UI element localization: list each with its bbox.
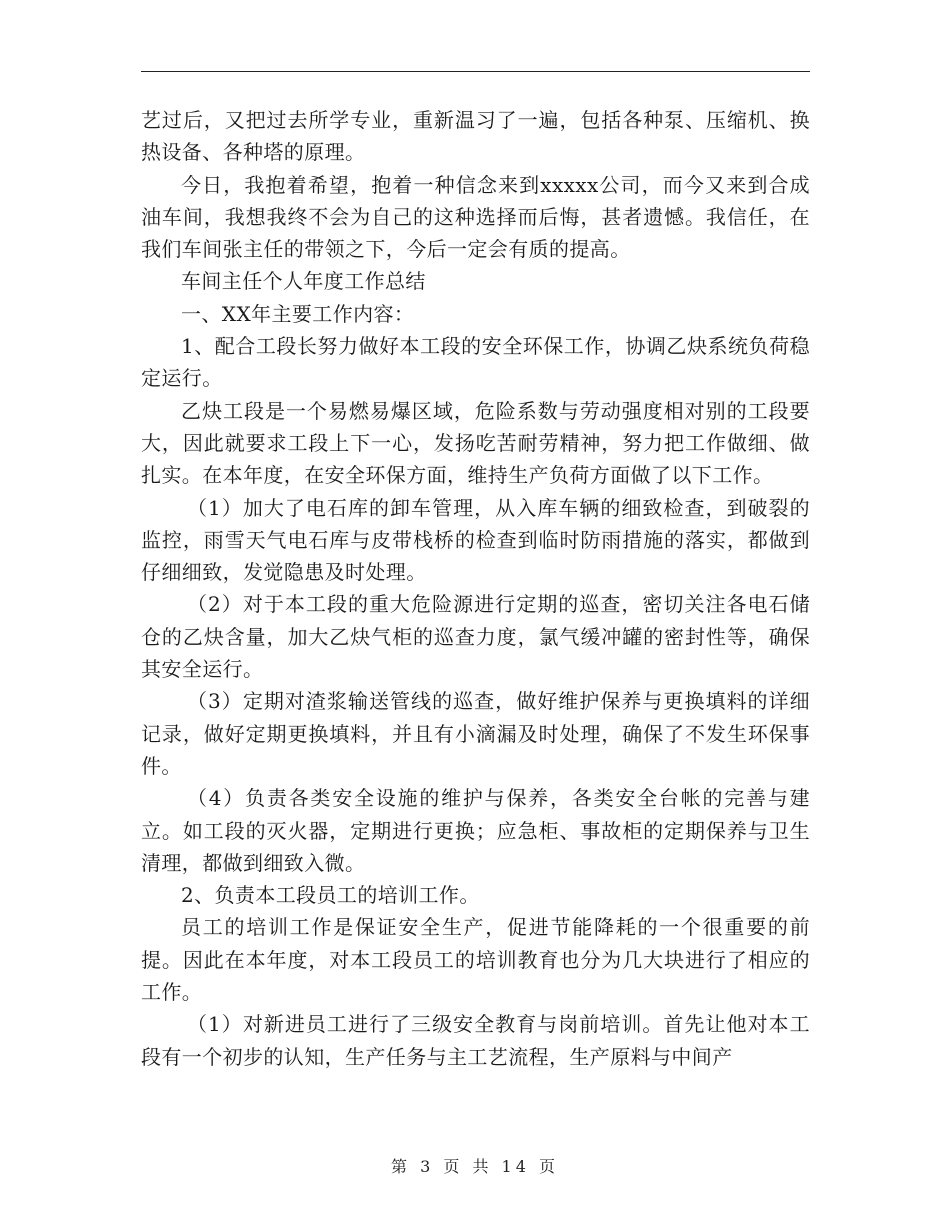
paragraph: 员工的培训工作是保证安全生产，促进节能降耗的一个很重要的前提。因此在本年度，对本工段员工的培训教育也分为几大块进行了相应的工作。 — [141, 915, 810, 1005]
sub-item: （1）加大了电石库的卸车管理，从入库车辆的细致检查，到破裂的监控，雨雪天气电石库与皮带栈桥的检查到临时防雨措施的落实，都做到仔细细致，发觉隐患及时处理。 — [141, 495, 810, 585]
paragraph: 乙炔工段是一个易燃易爆区域，危险系数与劳动强度相对别的工段要大，因此就要求工段上下一心，发扬吃苦耐劳精神，努力把工作做细、做扎实。在本年度，在安全环保方面，维持生产负荷方面做了以下工作。 — [141, 398, 810, 488]
page-number-footer: 第 3 页 共 14 页 — [391, 1157, 559, 1176]
numbered-item: 1、配合工段长努力做好本工段的安全环保工作，协调乙炔系统负荷稳定运行。 — [141, 334, 810, 391]
sub-item: （4）负责各类安全设施的维护与保养，各类安全台帐的完善与建立。如工段的灭火器，定期进行更换；应急柜、事故柜的定期保养与卫生清理，都做到细致入微。 — [141, 786, 810, 875]
sub-item: （2）对于本工段的重大危险源进行定期的巡查，密切关注各电石储仓的乙炔含量，加大乙炔气柜的巡查力度，氯气缓冲罐的密封性等，确保其安全运行。 — [141, 592, 810, 682]
body-text — [141, 104, 810, 1073]
paragraph: 艺过后，又把过去所学专业，重新温习了一遍，包括各种泵、压缩机、换热设备、各种塔的原理。 — [141, 108, 810, 165]
paragraph: 今日，我抱着希望，抱着一种信念来到xxxxx公司，而今又来到合成油车间，我想我终不会为自己的这种选择而后悔，甚者遗憾。我信任，在我们车间张主任的带领之下，今后一定会有质的提高。 — [141, 172, 810, 262]
header-rule — [141, 71, 810, 72]
numbered-item: 2、负责本工段员工的培训工作。 — [181, 883, 480, 908]
section-heading: 一、XX年主要工作内容： — [181, 301, 415, 326]
sub-item: （1）对新进员工进行了三级安全教育与岗前培训。首先让他对本工段有一个初步的认知，生产任务与主工艺流程，生产原料与中间产 — [141, 1012, 810, 1069]
sub-item: （3）定期对渣浆输送管线的巡查，做好维护保养与更换填料的详细记录，做好定期更换填料，并且有小滴漏及时处理，确保了不发生环保事件。 — [141, 689, 810, 778]
section-heading: 车间主任个人年度工作总结 — [181, 269, 426, 294]
